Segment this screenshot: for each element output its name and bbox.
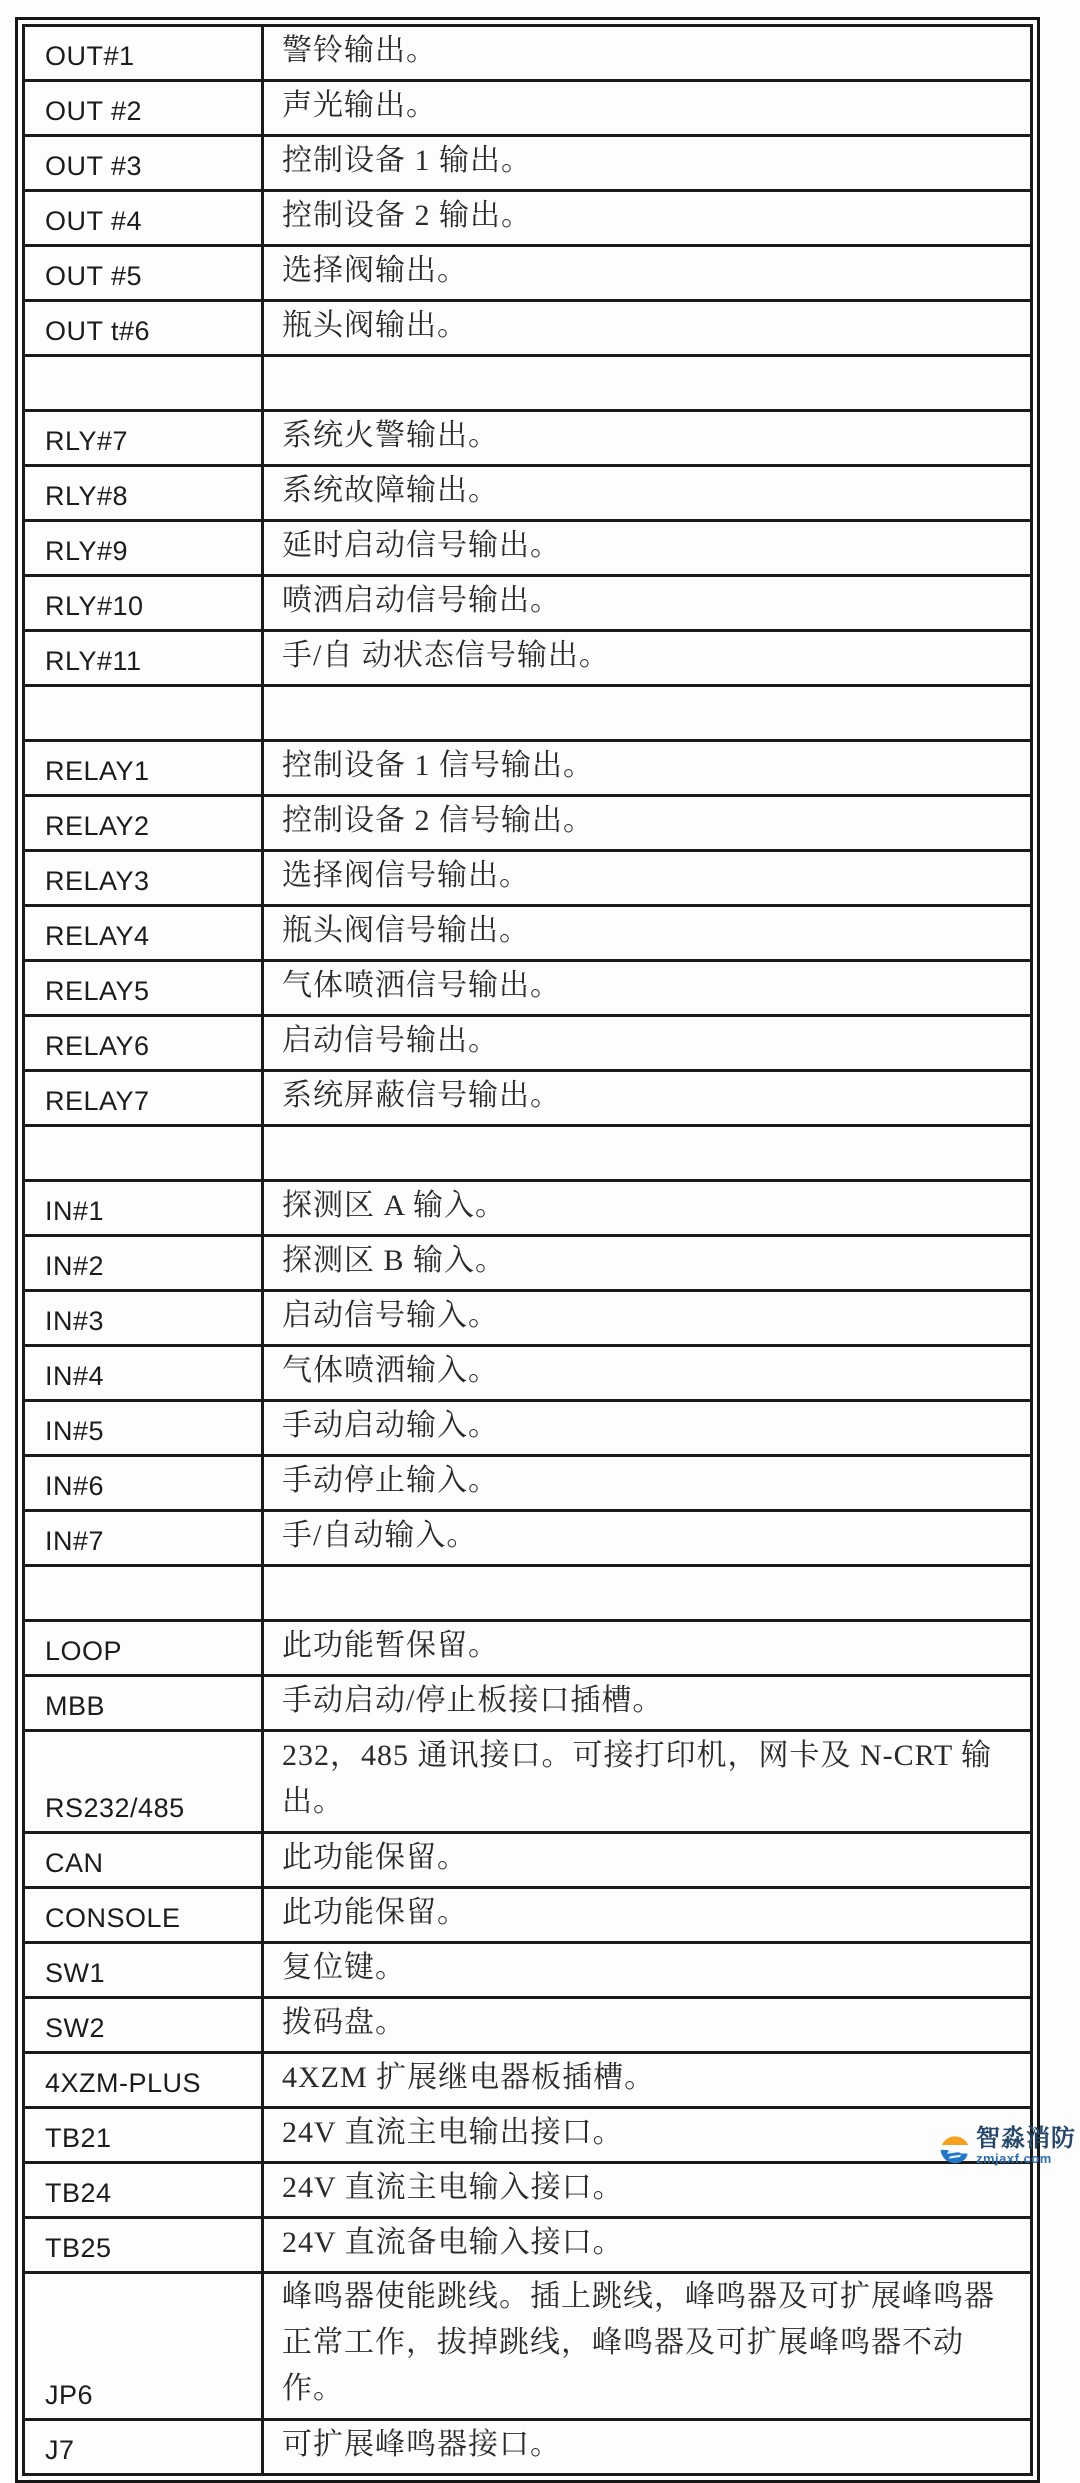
table-row (24, 961, 1032, 1016)
terminal-desc-cell: 此功能保留。 (263, 1888, 1032, 1943)
terminal-desc-cell: 手动启动/停止板接口插槽。 (263, 1676, 1032, 1731)
terminal-desc-cell: 4XZM 扩展继电器板插槽。 (263, 2053, 1032, 2108)
terminal-id-cell: RELAY7 (24, 1071, 263, 1126)
terminal-id-cell: OUT #4 (24, 191, 263, 246)
terminal-id-cell: IN#6 (24, 1456, 263, 1511)
terminal-desc-cell: 延时启动信号输出。 (263, 521, 1032, 576)
terminal-id-cell: MBB (24, 1676, 263, 1731)
terminal-desc-cell: 警铃输出。 (263, 26, 1032, 81)
terminal-desc-cell: 可扩展峰鸣器接口。 (263, 2420, 1032, 2475)
separator-row (24, 1126, 1032, 1181)
terminal-id-cell: RELAY5 (24, 961, 263, 1016)
terminal-id-cell: RELAY4 (24, 906, 263, 961)
table-row (24, 1016, 1032, 1071)
terminal-id-cell: RLY#7 (24, 411, 263, 466)
table-row (24, 2163, 1032, 2218)
terminal-desc-cell: 24V 直流备电输入接口。 (263, 2218, 1032, 2273)
terminal-desc-cell: 系统故障输出。 (263, 466, 1032, 521)
terminal-desc-cell: 峰鸣器使能跳线。插上跳线，峰鸣器及可扩展峰鸣器正常工作，拔掉跳线，峰鸣器及可扩展峰鸣器不动作。 (263, 2273, 1032, 2420)
table-row (24, 26, 1032, 81)
terminal-table-outer-border (15, 17, 1040, 2483)
terminal-desc-cell: 控制设备 1 信号输出。 (263, 741, 1032, 796)
table-row (24, 1731, 1032, 1833)
terminal-id-cell: SW1 (24, 1943, 263, 1998)
terminal-id-cell: RLY#8 (24, 466, 263, 521)
separator-row (24, 686, 1032, 741)
terminal-id-cell: OUT#1 (24, 26, 263, 81)
table-row (24, 1291, 1032, 1346)
terminal-table-body (24, 26, 1032, 2475)
terminal-desc-cell (263, 1566, 1032, 1621)
table-row (24, 301, 1032, 356)
terminal-id-cell (24, 1566, 263, 1621)
table-row (24, 246, 1032, 301)
terminal-desc-cell (263, 1126, 1032, 1181)
table-row (24, 1888, 1032, 1943)
terminal-id-cell: IN#1 (24, 1181, 263, 1236)
table-row (24, 2053, 1032, 2108)
terminal-id-cell: RELAY3 (24, 851, 263, 906)
table-row (24, 521, 1032, 576)
terminal-id-cell: OUT #5 (24, 246, 263, 301)
table-row (24, 191, 1032, 246)
table-row (24, 631, 1032, 686)
table-row (24, 1943, 1032, 1998)
terminal-desc-cell: 此功能暂保留。 (263, 1621, 1032, 1676)
watermark-brand-text: 智淼消防 (976, 2125, 1076, 2152)
terminal-desc-cell: 232，485 通讯接口。可接打印机，网卡及 N-CRT 输出。 (263, 1731, 1032, 1833)
terminal-id-cell: LOOP (24, 1621, 263, 1676)
terminal-desc-cell (263, 356, 1032, 411)
terminal-id-cell: OUT #2 (24, 81, 263, 136)
terminal-id-cell: RELAY2 (24, 796, 263, 851)
terminal-desc-cell: 声光输出。 (263, 81, 1032, 136)
terminal-id-cell: RLY#11 (24, 631, 263, 686)
watermark (938, 2127, 1076, 2165)
table-row (24, 1676, 1032, 1731)
table-row (24, 1181, 1032, 1236)
terminal-desc-cell: 24V 直流主电输入接口。 (263, 2163, 1032, 2218)
table-row (24, 1346, 1032, 1401)
table-row (24, 2218, 1032, 2273)
terminal-id-cell: IN#4 (24, 1346, 263, 1401)
terminal-id-cell: 4XZM-PLUS (24, 2053, 263, 2108)
table-row (24, 851, 1032, 906)
table-row (24, 1401, 1032, 1456)
terminal-desc-cell: 启动信号输入。 (263, 1291, 1032, 1346)
terminal-id-cell: IN#5 (24, 1401, 263, 1456)
terminal-desc-cell: 手/自动输入。 (263, 1511, 1032, 1566)
table-row (24, 136, 1032, 191)
terminal-id-cell: TB24 (24, 2163, 263, 2218)
terminal-desc-cell: 选择阀信号输出。 (263, 851, 1032, 906)
terminal-desc-cell: 气体喷洒信号输出。 (263, 961, 1032, 1016)
terminal-desc-cell: 选择阀输出。 (263, 246, 1032, 301)
table-row (24, 1071, 1032, 1126)
terminal-desc-cell: 喷洒启动信号输出。 (263, 576, 1032, 631)
terminal-id-cell: RLY#10 (24, 576, 263, 631)
terminal-id-cell: RS232/485 (24, 1731, 263, 1833)
table-row (24, 796, 1032, 851)
terminal-id-cell: TB25 (24, 2218, 263, 2273)
terminal-desc-cell: 系统屏蔽信号输出。 (263, 1071, 1032, 1126)
terminal-desc-cell: 手动停止输入。 (263, 1456, 1032, 1511)
terminal-id-cell: IN#7 (24, 1511, 263, 1566)
zhimiao-logo-icon (938, 2133, 972, 2165)
table-row (24, 1621, 1032, 1676)
table-row (24, 576, 1032, 631)
terminal-desc-cell: 气体喷洒输入。 (263, 1346, 1032, 1401)
watermark-url-text: zmjaxf.com (976, 2151, 1052, 2166)
terminal-id-cell: IN#2 (24, 1236, 263, 1291)
terminal-desc-cell: 启动信号输出。 (263, 1016, 1032, 1071)
terminal-id-cell: RELAY6 (24, 1016, 263, 1071)
table-row (24, 466, 1032, 521)
terminal-id-cell: RELAY1 (24, 741, 263, 796)
terminal-id-cell: SW2 (24, 1998, 263, 2053)
table-row (24, 2273, 1032, 2420)
terminal-function-table (22, 24, 1033, 2476)
table-row (24, 1511, 1032, 1566)
terminal-desc-cell: 复位键。 (263, 1943, 1032, 1998)
terminal-desc-cell: 控制设备 2 输出。 (263, 191, 1032, 246)
table-row (24, 1456, 1032, 1511)
table-row (24, 81, 1032, 136)
terminal-desc-cell: 拨码盘。 (263, 1998, 1032, 2053)
terminal-desc-cell: 控制设备 1 输出。 (263, 136, 1032, 191)
terminal-desc-cell: 探测区 B 输入。 (263, 1236, 1032, 1291)
terminal-desc-cell: 系统火警输出。 (263, 411, 1032, 466)
terminal-desc-cell (263, 686, 1032, 741)
table-row (24, 741, 1032, 796)
terminal-id-cell: IN#3 (24, 1291, 263, 1346)
terminal-id-cell (24, 686, 263, 741)
terminal-id-cell: JP6 (24, 2273, 263, 2420)
terminal-id-cell: OUT t#6 (24, 301, 263, 356)
terminal-desc-cell: 手动启动输入。 (263, 1401, 1032, 1456)
table-row (24, 906, 1032, 961)
separator-row (24, 1566, 1032, 1621)
terminal-desc-cell: 瓶头阀信号输出。 (263, 906, 1032, 961)
terminal-id-cell: CONSOLE (24, 1888, 263, 1943)
table-row (24, 1236, 1032, 1291)
terminal-desc-cell: 瓶头阀输出。 (263, 301, 1032, 356)
terminal-desc-cell: 24V 直流主电输出接口。 (263, 2108, 1032, 2163)
table-row (24, 2108, 1032, 2163)
terminal-id-cell (24, 1126, 263, 1181)
terminal-desc-cell: 此功能保留。 (263, 1833, 1032, 1888)
terminal-id-cell (24, 356, 263, 411)
terminal-desc-cell: 探测区 A 输入。 (263, 1181, 1032, 1236)
terminal-desc-cell: 控制设备 2 信号输出。 (263, 796, 1032, 851)
table-row (24, 2420, 1032, 2475)
table-row (24, 411, 1032, 466)
table-row (24, 1833, 1032, 1888)
terminal-desc-cell: 手/自 动状态信号输出。 (263, 631, 1032, 686)
terminal-id-cell: CAN (24, 1833, 263, 1888)
table-row (24, 1998, 1032, 2053)
terminal-id-cell: J7 (24, 2420, 263, 2475)
terminal-id-cell: OUT #3 (24, 136, 263, 191)
terminal-id-cell: TB21 (24, 2108, 263, 2163)
separator-row (24, 356, 1032, 411)
terminal-id-cell: RLY#9 (24, 521, 263, 576)
